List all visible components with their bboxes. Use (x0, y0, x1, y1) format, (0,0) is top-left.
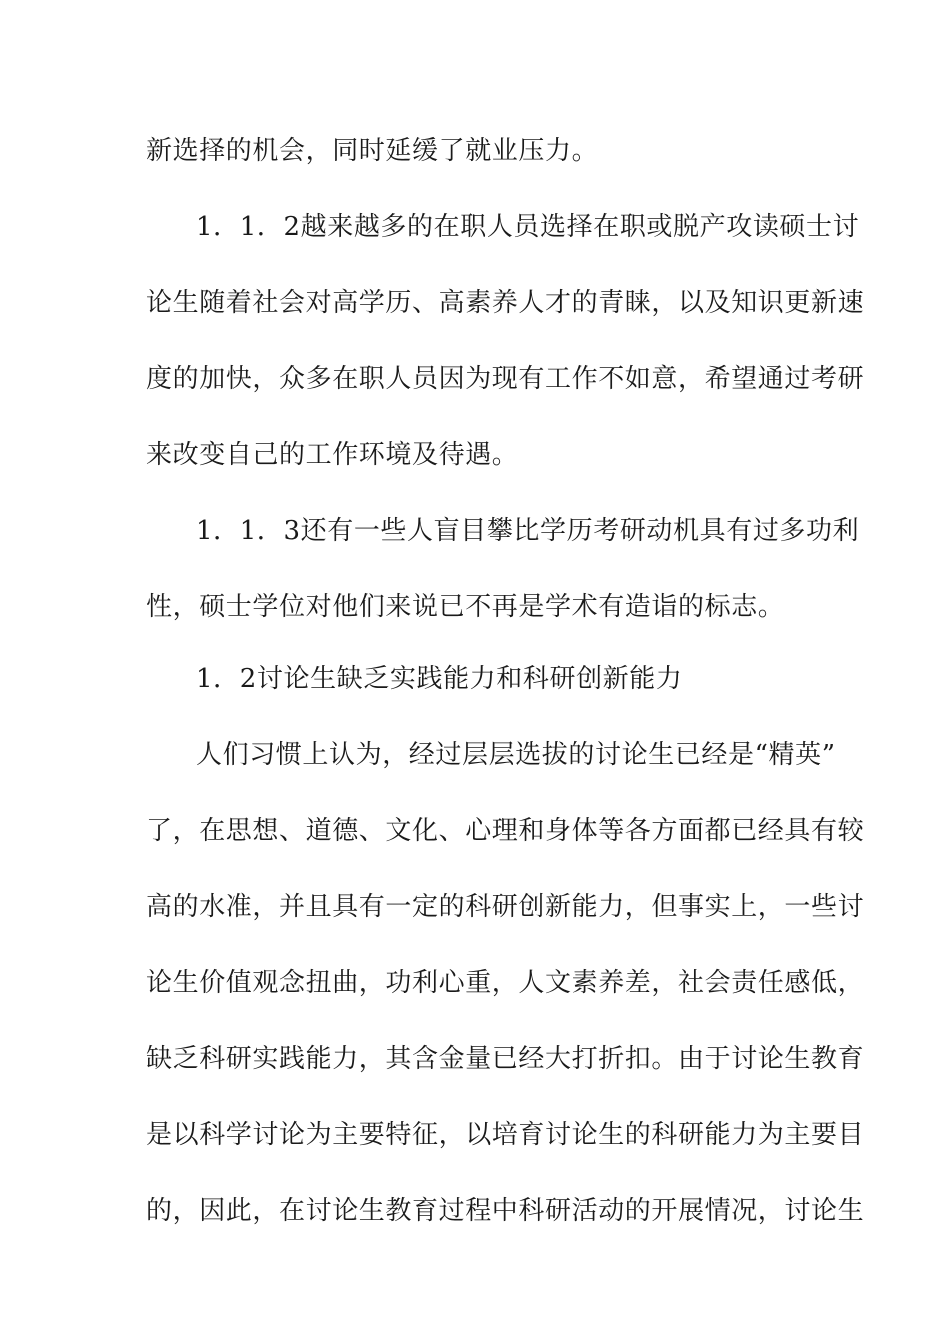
text-line: 1．1．3还有一些人盲目攀比学历考研动机具有过多功利 (196, 516, 860, 546)
text-line: 新选择的机会，同时延缓了就业压力。 (146, 136, 599, 166)
text-line: 1．1．2越来越多的在职人员选择在职或脱产攻读硕士讨 (196, 212, 860, 242)
text-line: 度的加快，众多在职人员因为现有工作不如意，希望通过考研 (146, 364, 865, 394)
text-line: 了，在思想、道德、文化、心理和身体等各方面都已经具有较 (146, 816, 865, 846)
text-line: 来改变自己的工作环境及待遇。 (146, 440, 519, 470)
text-line: 论生随着社会对高学历、高素养人才的青睐，以及知识更新速 (146, 288, 865, 318)
section-heading: 1．2讨论生缺乏实践能力和科研创新能力 (196, 664, 683, 694)
text-line: 的，因此，在讨论生教育过程中科研活动的开展情况，讨论生 (146, 1196, 865, 1226)
text-line: 人们习惯上认为，经过层层选拔的讨论生已经是“精英” (196, 740, 836, 770)
text-line: 高的水准，并且具有一定的科研创新能力，但事实上，一些讨 (146, 892, 865, 922)
text-line: 论生价值观念扭曲，功利心重，人文素养差，社会责任感低， (146, 968, 865, 998)
text-line: 是以科学讨论为主要特征，以培育讨论生的科研能力为主要目 (146, 1120, 865, 1150)
text-line: 性，硕士学位对他们来说已不再是学术有造诣的标志。 (146, 592, 785, 622)
text-line: 缺乏科研实践能力，其含金量已经大打折扣。由于讨论生教育 (146, 1044, 865, 1074)
